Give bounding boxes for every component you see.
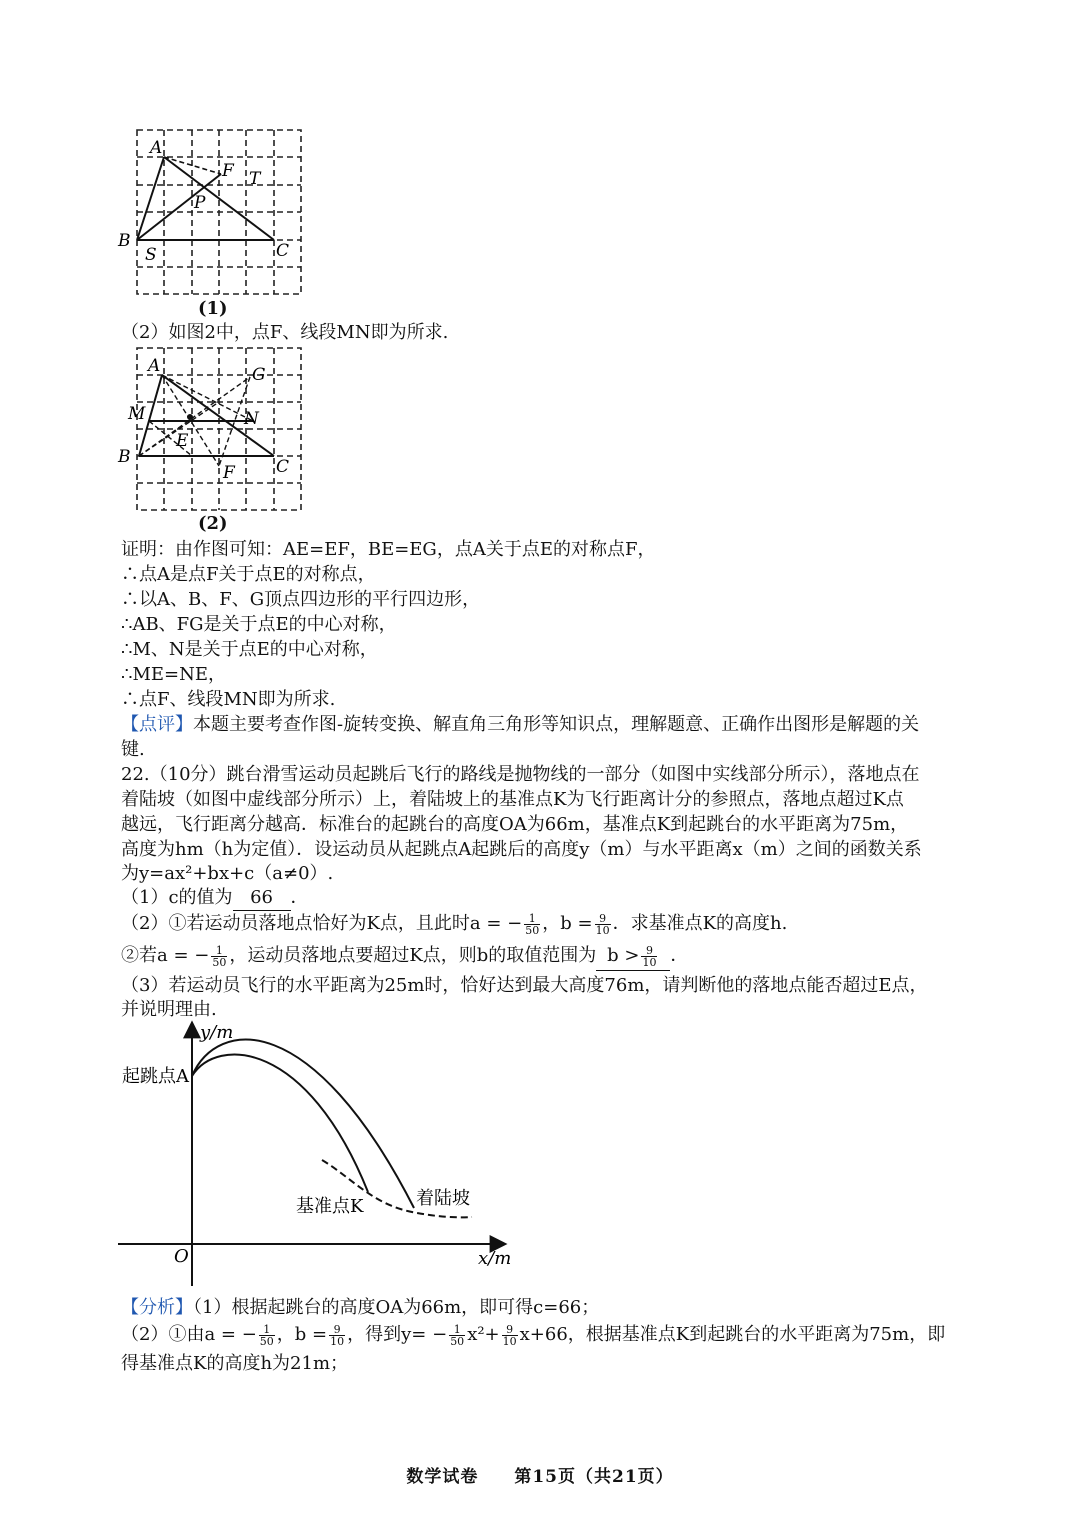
proof-line-2: ∴点A是点F关于点E的对称点， bbox=[121, 564, 376, 585]
ski-jump-graph bbox=[112, 1018, 532, 1290]
sub1-answer: 66 bbox=[233, 886, 291, 911]
figure-1 bbox=[112, 122, 312, 304]
label-G: G bbox=[252, 365, 266, 385]
jump-point-label: 起跳点A bbox=[122, 1066, 189, 1087]
q22-sub1 bbox=[121, 886, 309, 911]
frac-a4: $\frac{1}{50}$ bbox=[450, 1322, 465, 1348]
q22-line-4: 高度为hm（h为定值）．设运动员从起跳点A起跳后的高度y（m）与水平距离x（m）之间的函数关系 bbox=[121, 839, 922, 860]
frac-b3: $\frac{9}{10}$ bbox=[330, 1322, 345, 1348]
frac-a bbox=[524, 913, 540, 936]
label-N: N bbox=[244, 409, 259, 429]
q22-sub2a bbox=[121, 910, 787, 938]
lower-trajectory bbox=[192, 1055, 368, 1192]
q22-sub3a: （3）若运动员飞行的水平距离为25m时，恰好达到最大高度76m，请判断他的落地点能否超过E点， bbox=[121, 975, 928, 996]
comment-cont: 键. bbox=[121, 739, 145, 760]
figure-2 bbox=[112, 342, 312, 518]
sub2b-mid: ，运动员落地点要超过K点，则b的取值范围为 bbox=[229, 945, 597, 966]
sub2b-answer: b > $\frac{9}{10}$ bbox=[596, 942, 670, 971]
q22-sub3b: 并说明理由. bbox=[121, 999, 217, 1020]
proof-line-4: ∴AB、FG是关于点E的中心对称， bbox=[121, 614, 397, 635]
fig2-caption: (2) bbox=[198, 513, 228, 534]
slope-label: 着陆坡 bbox=[416, 1188, 470, 1209]
proof-line-3: ∴以A、B、F、G顶点四边形的平行四边形， bbox=[121, 589, 481, 610]
proof-line-6: ∴ME=NE， bbox=[121, 664, 226, 685]
frac-a-den: 50 bbox=[525, 923, 540, 937]
frac-a-num: 1 bbox=[524, 913, 540, 925]
q22-line-3: 越远，飞行距离分越高．标准台的起跳台的高度OA为66m，基准点K到起跳台的水平距离为75m， bbox=[121, 814, 909, 835]
fig1-caption: (1) bbox=[198, 298, 228, 319]
label-P: P bbox=[194, 193, 206, 213]
label-C: C bbox=[276, 457, 290, 477]
label-F: F bbox=[223, 463, 235, 483]
label-E: E bbox=[176, 431, 189, 451]
label-A: A bbox=[148, 356, 161, 376]
page-footer: 数学试卷 第15页（共21页） bbox=[406, 1467, 674, 1487]
frac-b-den: 10 bbox=[595, 923, 610, 937]
comment-text: 本题主要考查作图-旋转变换、解直角三角形等知识点，理解题意、正确作出图形是解题的关 bbox=[193, 714, 920, 735]
label-T: T bbox=[249, 169, 261, 189]
y-axis-label: y/m bbox=[200, 1022, 234, 1043]
sub2b-suffix: ． bbox=[670, 945, 689, 966]
fig2-intro: （2）如图2中，点F、线段MN即为所求. bbox=[121, 322, 449, 343]
label-F: F bbox=[222, 161, 234, 181]
q22-line-1: 22.（10分）跳台滑雪运动员起跳后飞行的路线是抛物线的一部分（如图中实线部分所示），落地点在 bbox=[121, 764, 920, 785]
sub2a-suffix: ．求基准点K的高度h. bbox=[612, 913, 788, 934]
sub1-prefix: （1）c的值为 bbox=[121, 887, 233, 908]
proof-line-1: 证明：由作图可知：AE=EF，BE=EG，点A关于点E的对称点F， bbox=[121, 539, 656, 560]
label-A: A bbox=[150, 138, 163, 158]
label-S: S bbox=[145, 245, 157, 265]
frac-a2: $\frac{1}{50}$ bbox=[212, 943, 227, 969]
frac-b-num: 9 bbox=[595, 913, 611, 925]
frac-b4: $\frac{9}{10}$ bbox=[502, 1322, 517, 1348]
frac-b2: $\frac{9}{10}$ bbox=[642, 943, 657, 969]
proof-line-5: ∴M、N是关于点E的中心对称， bbox=[121, 639, 378, 660]
base-point-label: 基准点K bbox=[296, 1196, 364, 1217]
sub2a-mid: ，b = bbox=[542, 913, 593, 934]
sub1-suffix: ． bbox=[290, 887, 309, 908]
label-M: M bbox=[128, 404, 146, 424]
grid-2 bbox=[137, 348, 301, 510]
analysis-tag: 【分析】 bbox=[121, 1297, 193, 1318]
point-E bbox=[187, 414, 193, 420]
q22-sub2b bbox=[121, 942, 688, 971]
label-C: C bbox=[276, 241, 290, 261]
sub2b-prefix: ②若a = − bbox=[121, 945, 210, 966]
comment bbox=[121, 713, 919, 737]
q22-line-5: 为y=ax²+bx+c（a≠0）. bbox=[121, 863, 334, 884]
frac-a3: $\frac{1}{50}$ bbox=[259, 1322, 274, 1348]
x-axis-label: x/m bbox=[478, 1248, 512, 1269]
q22-line-2: 着陆坡（如图中虚线部分所示）上，着陆坡上的基准点K为飞行距离计分的参照点，落地点超过K点 bbox=[121, 789, 904, 810]
frac-b bbox=[595, 913, 611, 936]
analysis-line-2: （2）①由a = − $\frac{1}{50}$ ，b = $\frac{9}{10}$ ，得到y= − $\frac{1}{50}$ x²+ $\frac{9}{10}$ x+66，根据基准点K到起跳台的水平距离为75m，即 bbox=[121, 1322, 946, 1348]
label-B: B bbox=[118, 231, 131, 251]
upper-trajectory bbox=[192, 1040, 414, 1208]
analysis-line-1 bbox=[121, 1296, 599, 1320]
analysis-line-3: 得基准点K的高度h为21m； bbox=[121, 1353, 349, 1374]
analysis-text-1: （1）根据起跳台的高度OA为66m，即可得c=66； bbox=[193, 1297, 600, 1318]
origin-label: O bbox=[174, 1246, 189, 1267]
label-B: B bbox=[118, 447, 131, 467]
sub2a-prefix: （2）①若运动员落地点恰好为K点，且此时a = − bbox=[121, 913, 523, 934]
proof-line-7: ∴点F、线段MN即为所求. bbox=[121, 689, 336, 710]
comment-tag: 【点评】 bbox=[121, 714, 193, 735]
